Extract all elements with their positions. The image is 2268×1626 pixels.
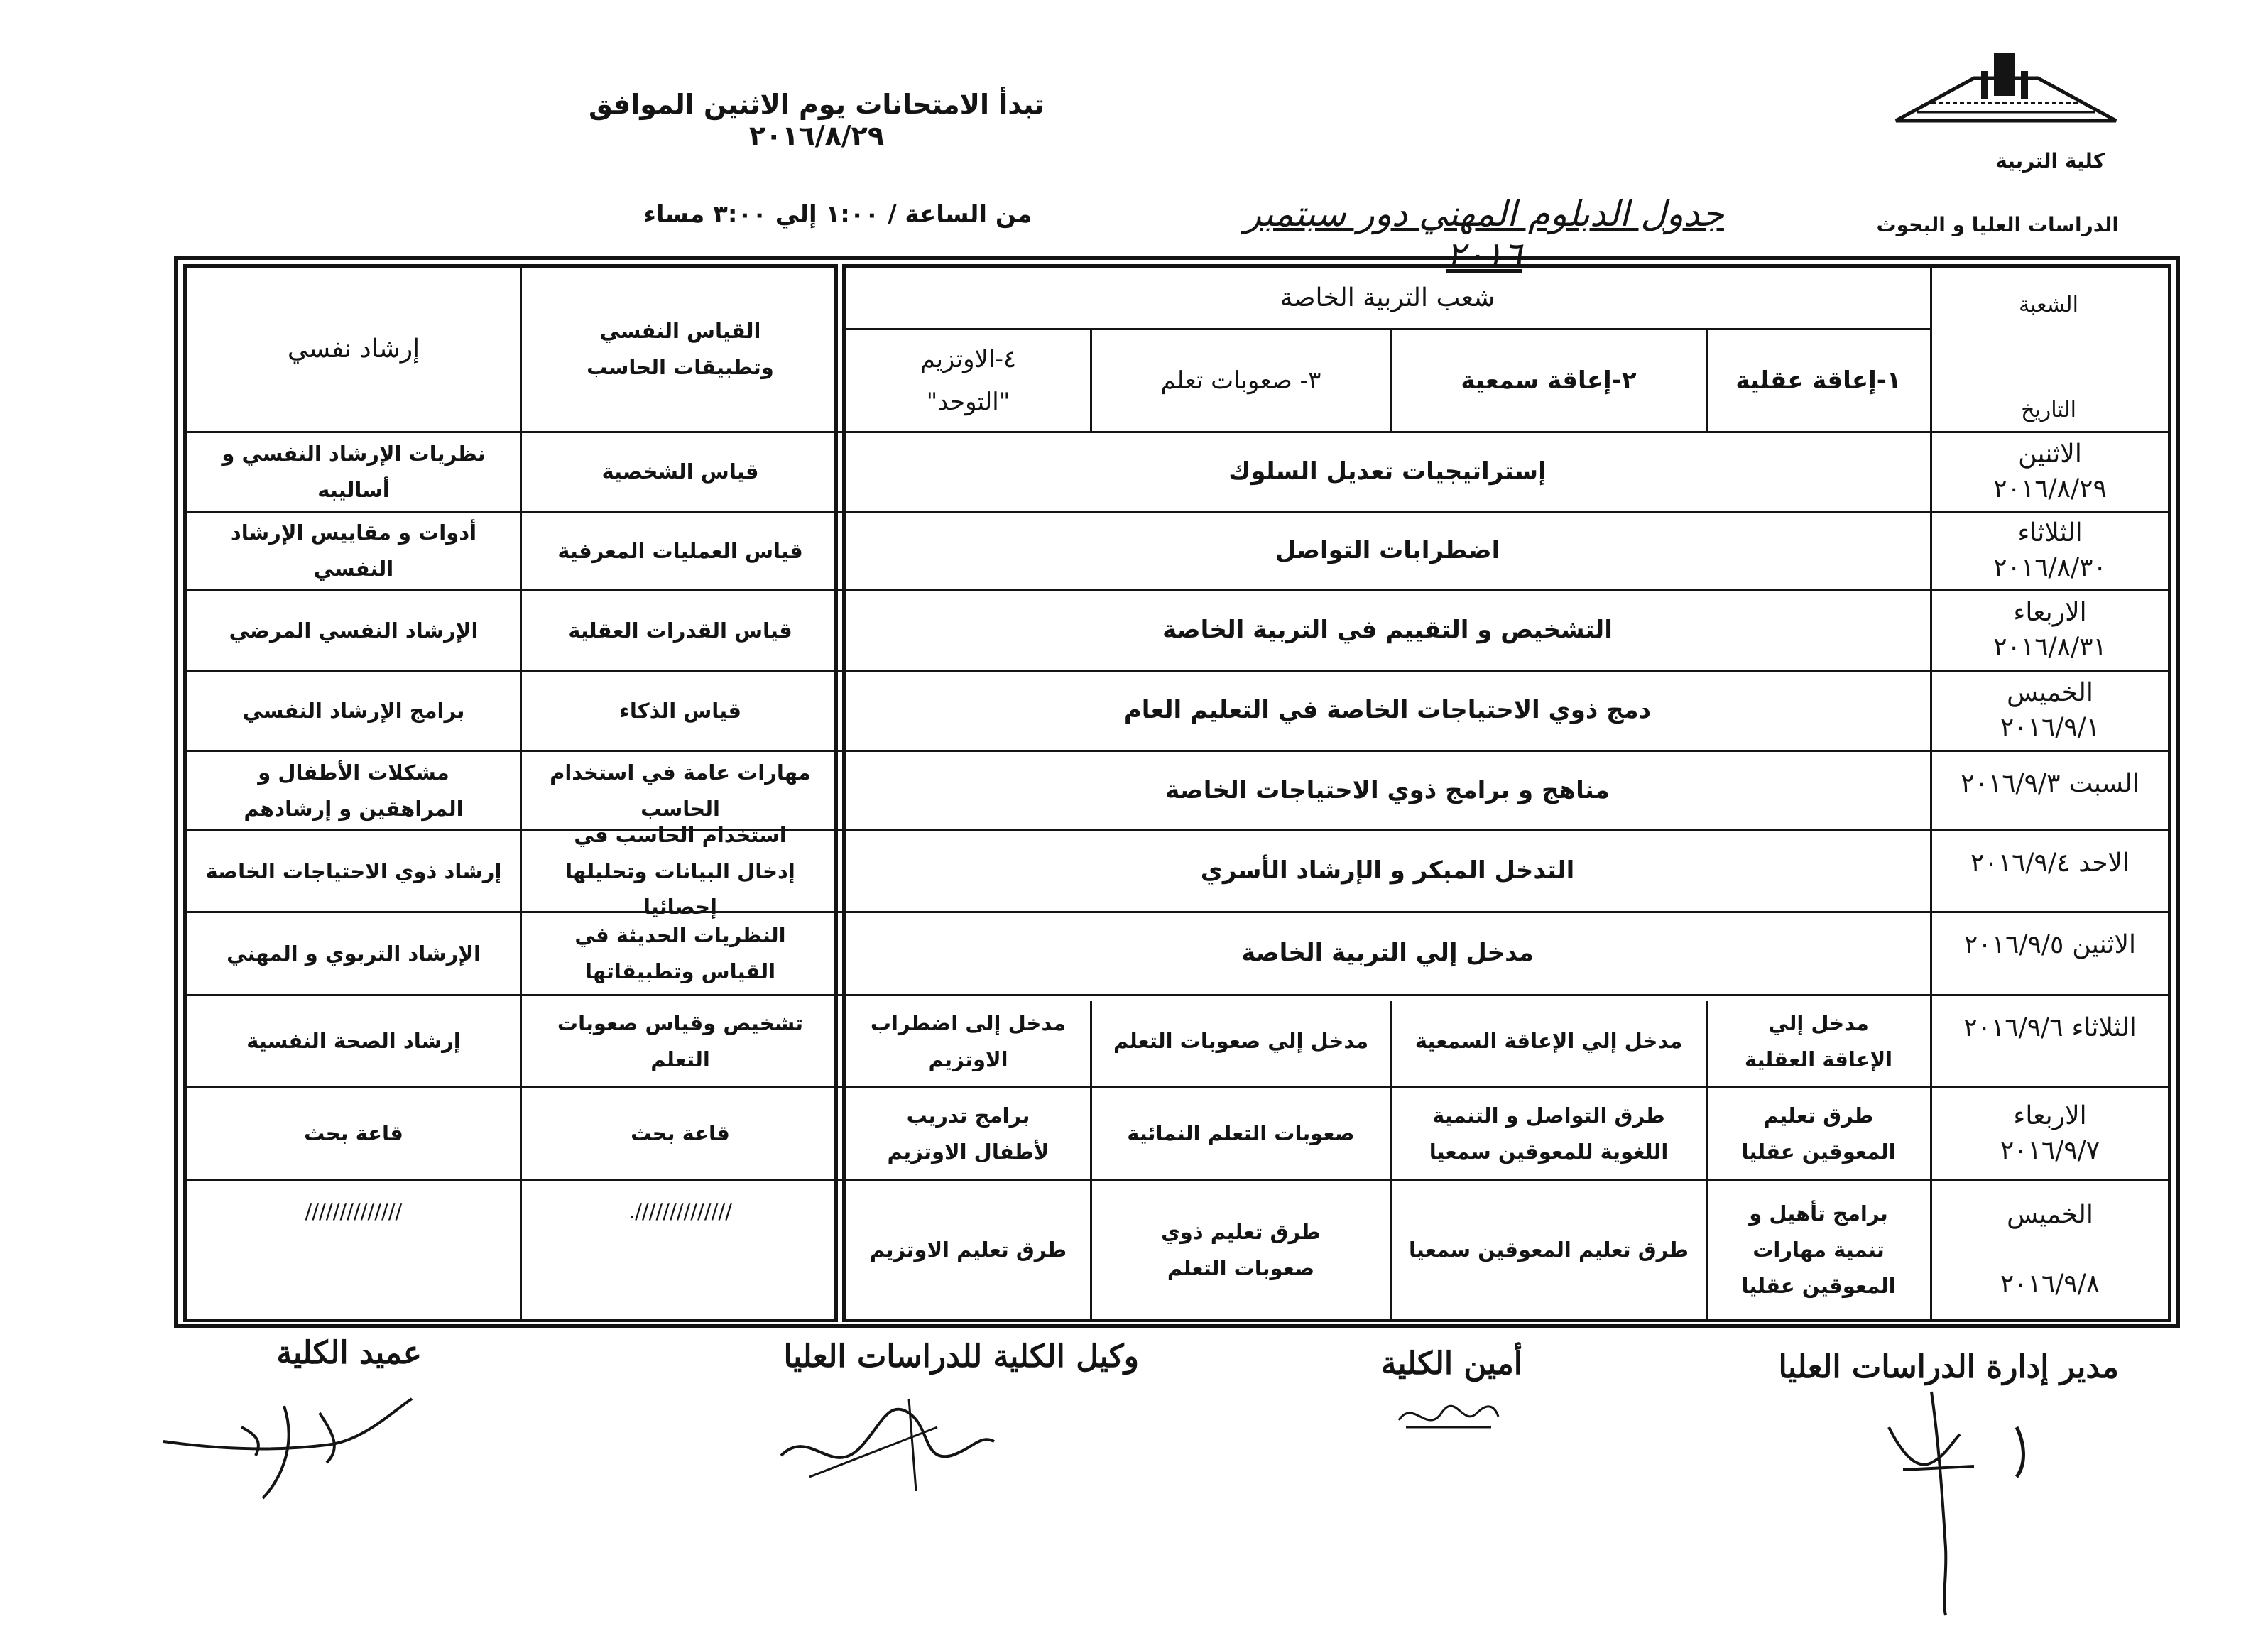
date-cell: الاثنين ٢٠١٦/٨/٢٩ xyxy=(1993,439,2107,503)
branch-hearing-impairment: ٢-إعاقة سمعية xyxy=(1461,366,1637,395)
subject-cell: اضطرابات التواصل xyxy=(1275,536,1500,565)
counseling-cell: إرشاد ذوي الاحتياجات الخاصة xyxy=(205,858,502,883)
counseling-cell: ////////////// xyxy=(305,1199,403,1223)
measurement-cell: قاعة بحث xyxy=(631,1121,730,1146)
subject-cell: طرق التواصل و التنمية اللغوية للمعوقين سمعيا xyxy=(1429,1103,1669,1164)
date-cell: الثلاثاء ٢٠١٦/٩/٦ xyxy=(1963,1013,2137,1042)
subject-cell: برامج تدريب لأطفال الاوتزيم xyxy=(887,1103,1050,1164)
date-cell: الثلاثاء ٢٠١٦/٨/٣٠ xyxy=(1993,518,2107,582)
signature-title-vice-dean: وكيل الكلية للدراسات العليا xyxy=(783,1338,1139,1375)
branch-label: الشعبة xyxy=(2019,293,2078,317)
column-divider xyxy=(520,267,522,1319)
subject-cell: طرق تعليم المعوقين عقليا xyxy=(1741,1103,1896,1164)
signature-title-secretary: أمين الكلية xyxy=(1380,1346,1522,1382)
date-cell: الخميس ٢٠١٦/٩/٨ xyxy=(2000,1200,2100,1299)
counseling-cell: قاعة بحث xyxy=(304,1121,403,1146)
subject-cell: مناهج و برامج ذوي الاحتياجات الخاصة xyxy=(1165,775,1610,804)
subject-cell: طرق تعليم الاوتزيم xyxy=(869,1238,1067,1262)
date-cell: السبت ٢٠١٦/٩/٣ xyxy=(1961,768,2139,798)
dean-signature xyxy=(156,1385,426,1505)
branch-intellectual-disability: ١-إعاقة عقلية xyxy=(1735,366,1902,395)
vice-dean-signature xyxy=(767,1385,1001,1505)
subject-cell: مدخل إلي التربية الخاصة xyxy=(1241,939,1534,968)
subject-cell: مدخل إلي الإعاقة العقلية xyxy=(1744,1010,1893,1071)
measurement-cell: قياس الشخصية xyxy=(601,459,759,484)
subject-cell: التدخل المبكر و الإرشاد الأسري xyxy=(1200,856,1575,885)
measurement-column-header: القياس النفسي وتطبيقات الحاسب xyxy=(587,318,774,379)
signature-title-dean: عميد الكلية xyxy=(276,1335,422,1371)
counseling-cell: الإرشاد التربوي و المهني xyxy=(227,941,481,966)
measurement-cell: قياس القدرات العقلية xyxy=(568,618,792,643)
subject-cell: صعوبات التعلم النمائية xyxy=(1127,1121,1355,1146)
subject-cell: مدخل إلى اضطراب الاوتزيم xyxy=(870,1010,1067,1071)
measurement-cell: قياس العمليات المعرفية xyxy=(557,538,803,563)
subject-cell: طرق تعليم ذوي صعوبات التعلم xyxy=(1161,1219,1321,1280)
measurement-cell: استخدام الحاسب في إدخال البيانات وتحليلها إحصائيا xyxy=(565,822,795,920)
subject-cell: مدخل إلي صعوبات التعلم xyxy=(1113,1029,1369,1054)
counseling-column-header: إرشاد نفسي xyxy=(287,334,420,364)
department-name: الدراسات العليا و البحوث xyxy=(1876,213,2119,236)
date-cell: الاربعاء ٢٠١٦/٨/٣١ xyxy=(1993,598,2107,662)
measurement-cell: تشخيص وقياس صعوبات التعلم xyxy=(557,1010,804,1071)
subject-cell: مدخل إلي الإعاقة السمعية xyxy=(1414,1029,1683,1054)
signature-title-director: مدير إدارة الدراسات العليا xyxy=(1778,1349,2119,1385)
counseling-cell: الإرشاد النفسي المرضي xyxy=(229,618,479,643)
subject-cell: طرق تعليم المعوقين سمعيا xyxy=(1408,1238,1689,1262)
exam-time: من الساعة / ١:٠٠ إلي ٣:٠٠ مساء xyxy=(643,200,1032,229)
date-cell: الاحد ٢٠١٦/٩/٤ xyxy=(1970,848,2130,878)
secretary-signature xyxy=(1392,1385,1505,1448)
subject-cell: إستراتيجيات تعديل السلوك xyxy=(1228,457,1547,486)
counseling-cell: إرشاد الصحة النفسية xyxy=(246,1029,461,1054)
counseling-cell: برامج الإرشاد النفسي xyxy=(242,698,465,723)
date-label: التاريخ xyxy=(2021,398,2076,422)
special-education-title: شعب التربية الخاصة xyxy=(1280,283,1495,312)
branch-autism: ٤-الاوتزيم "التوحد" xyxy=(920,345,1017,416)
date-cell: الاربعاء ٢٠١٦/٩/٧ xyxy=(2000,1101,2100,1165)
director-signature xyxy=(1875,1385,2102,1619)
counseling-cell: نظريات الإرشاد النفسي و أساليبه xyxy=(222,441,486,502)
row-divider xyxy=(845,328,1931,330)
schedule-title: جدول الدبلوم المهني دور سبتمبر ٢٠١٦ xyxy=(1244,193,1724,275)
college-name: كلية التربية xyxy=(1995,149,2105,173)
subject-cell: برامج تأهيل و تنمية مهارات المعوقين عقليا xyxy=(1741,1201,1896,1298)
measurement-cell: قياس الذكاء xyxy=(619,698,741,723)
date-cell: الخميس ٢٠١٦/٩/١ xyxy=(2000,678,2100,742)
measurement-cell: النظريات الحديثة في القياس وتطبيقاتها xyxy=(574,923,786,983)
subject-cell: التشخيص و التقييم في التربية الخاصة xyxy=(1162,616,1613,645)
branch-learning-difficulties: ٣- صعوبات تعلم xyxy=(1160,366,1321,395)
date-cell: الاثنين ٢٠١٦/٩/٥ xyxy=(1964,929,2136,959)
counseling-cell: أدوات و مقاييس الإرشاد النفسي xyxy=(230,520,477,581)
counseling-cell: مشكلات الأطفال و المراهقين و إرشادهم xyxy=(244,760,464,821)
measurement-cell: مهارات عامة في استخدام الحاسب xyxy=(550,760,811,821)
university-logo xyxy=(1889,50,2123,128)
measurement-cell: //////////////. xyxy=(628,1199,733,1223)
exam-start-notice: تبدأ الامتحانات يوم الاثنين الموافق ٢٠١٦/٨/٢٩ xyxy=(589,89,1045,151)
subject-cell: دمج ذوي الاحتياجات الخاصة في التعليم العام xyxy=(1123,696,1652,725)
date-column-divider xyxy=(1930,267,1932,1319)
